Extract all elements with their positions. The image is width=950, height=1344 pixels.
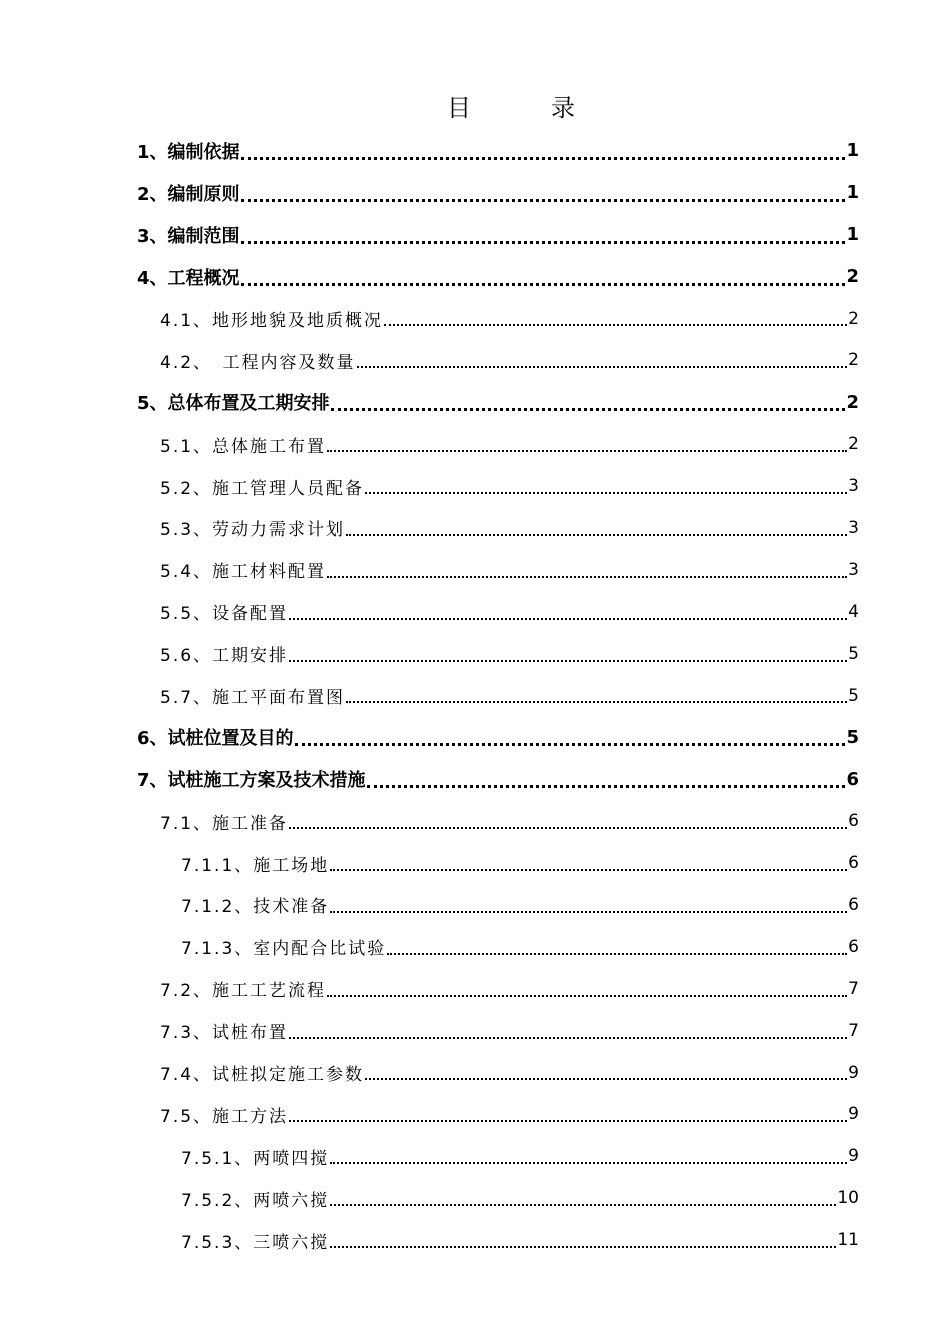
toc-page-number: 9 <box>848 1146 859 1167</box>
toc-page-number: 9 <box>848 1104 859 1125</box>
toc-entry-label: 7.3、试桩布置 <box>160 1023 289 1044</box>
toc-entry-label: 1、编制依据 <box>137 141 240 163</box>
toc-page-number: 1 <box>846 140 859 162</box>
toc-page-number: 6 <box>848 853 859 874</box>
toc-entry-label: 5.3、劳动力需求计划 <box>160 520 346 541</box>
toc-page-number: 1 <box>846 224 859 246</box>
toc-entry-label: 4.1、地形地貌及地质概况 <box>160 311 384 331</box>
toc-dot-leader <box>289 827 847 829</box>
toc-entry[interactable] <box>0 716 950 758</box>
toc-entry[interactable] <box>0 507 950 549</box>
toc-dot-leader <box>387 953 847 955</box>
toc-entry[interactable] <box>0 968 950 1010</box>
toc-dot-leader <box>295 743 846 746</box>
toc-entry[interactable] <box>0 549 950 591</box>
toc-entry-label: 6、试桩位置及目的 <box>137 728 294 750</box>
toc-entry[interactable] <box>0 1177 950 1219</box>
toc-entry[interactable] <box>0 381 950 423</box>
toc-page-number: 5 <box>846 726 859 748</box>
toc-entry[interactable] <box>0 423 950 465</box>
toc-entry-label: 7.1、施工准备 <box>160 813 289 834</box>
toc-page-number: 2 <box>848 434 859 455</box>
toc-entry-label: 5.7、施工平面布置图 <box>160 688 346 709</box>
toc-page-number: 6 <box>848 936 859 957</box>
toc-dot-leader <box>289 1120 847 1122</box>
toc-entry-label: 7.1.1、施工场地 <box>181 855 330 876</box>
toc-entry-label: 3、编制范围 <box>137 225 240 247</box>
toc-entry-label: 7.5.2、两喷六搅 <box>181 1190 330 1211</box>
toc-title: 目 录 <box>447 94 603 122</box>
toc-dot-leader <box>330 911 847 913</box>
toc-entry-label: 5.2、施工管理人员配备 <box>160 478 365 499</box>
toc-page-number: 3 <box>848 476 859 497</box>
toc-page-number: 3 <box>848 517 859 538</box>
toc-dot-leader <box>289 618 847 620</box>
toc-entry-label: 7、试桩施工方案及技术措施 <box>137 770 366 792</box>
toc-entry[interactable] <box>0 1010 950 1052</box>
toc-page-number: 11 <box>837 1230 859 1251</box>
toc-entry-label: 4.2、 工程内容及数量 <box>160 352 356 373</box>
toc-entry-label: 4、工程概况 <box>137 267 240 289</box>
toc-page-number: 1 <box>846 182 859 204</box>
toc-entry-label: 5.1、总体施工布置 <box>160 436 327 457</box>
toc-entry[interactable] <box>0 758 950 800</box>
toc-page-number: 2 <box>848 308 859 329</box>
toc-dot-leader <box>241 157 846 160</box>
toc-entry[interactable] <box>0 926 950 968</box>
toc-entry[interactable] <box>0 256 950 298</box>
toc-dot-leader <box>330 1204 836 1206</box>
toc-dot-leader <box>384 324 847 326</box>
toc-dot-leader <box>330 1162 847 1164</box>
toc-page-number: 6 <box>848 811 859 832</box>
toc-entry-label: 7.1.2、技术准备 <box>181 897 330 918</box>
toc-page-number: 4 <box>848 601 859 622</box>
toc-entry[interactable] <box>0 591 950 633</box>
toc-dot-leader <box>331 408 846 411</box>
toc-dot-leader <box>346 534 847 536</box>
toc-page-number: 7 <box>848 1020 859 1041</box>
toc-dot-leader <box>241 283 846 286</box>
toc-entry[interactable] <box>0 1052 950 1094</box>
toc-dot-leader <box>241 199 846 202</box>
toc-entry-label: 7.4、试桩拟定施工参数 <box>160 1065 365 1086</box>
toc-entry[interactable] <box>0 1135 950 1177</box>
toc-page-number: 5 <box>848 643 859 664</box>
toc-dot-leader <box>327 450 847 452</box>
toc-entry-label: 5.4、施工材料配置 <box>160 562 327 583</box>
toc-dot-leader <box>241 241 846 244</box>
toc-page-number: 6 <box>848 894 859 915</box>
toc-entry[interactable] <box>0 633 950 675</box>
toc-entry[interactable] <box>0 800 950 842</box>
toc-entry[interactable] <box>0 172 950 214</box>
toc-entry-label: 7.5.3、三喷六搅 <box>181 1232 330 1253</box>
toc-entry[interactable] <box>0 465 950 507</box>
toc-entry[interactable] <box>0 1219 950 1261</box>
toc-page-number: 9 <box>848 1062 859 1083</box>
toc-dot-leader <box>365 492 847 494</box>
toc-entry-label: 2、编制原则 <box>137 183 240 205</box>
toc-entry-label: 5.5、设备配置 <box>160 604 289 625</box>
toc-entry[interactable] <box>0 339 950 381</box>
toc-dot-leader <box>289 1037 847 1039</box>
toc-entry[interactable] <box>0 884 950 926</box>
toc-entry-label: 7.1.3、室内配合比试验 <box>181 939 387 960</box>
toc-page-number: 2 <box>848 350 859 371</box>
toc-dot-leader <box>330 1246 836 1248</box>
toc-entry-label: 7.5、施工方法 <box>160 1106 289 1127</box>
toc-list <box>0 130 950 1261</box>
toc-entry[interactable] <box>0 675 950 717</box>
toc-entry[interactable] <box>0 214 950 256</box>
toc-dot-leader <box>289 660 847 662</box>
toc-page-number: 10 <box>837 1188 859 1209</box>
toc-dot-leader <box>367 785 846 788</box>
toc-dot-leader <box>365 1078 847 1080</box>
toc-dot-leader <box>330 869 847 871</box>
toc-page-number: 3 <box>848 559 859 580</box>
toc-page-number: 6 <box>846 768 859 790</box>
toc-dot-leader <box>327 995 847 997</box>
toc-dot-leader <box>327 576 847 578</box>
toc-entry[interactable] <box>0 842 950 884</box>
toc-entry-label: 7.2、施工工艺流程 <box>160 981 327 1002</box>
toc-page-number: 2 <box>846 391 859 413</box>
toc-entry-label: 7.5.1、两喷四搅 <box>181 1148 330 1169</box>
toc-page-number: 5 <box>848 685 859 706</box>
toc-page-number: 2 <box>846 266 859 288</box>
toc-entry-label: 5、总体布置及工期安排 <box>137 393 330 415</box>
toc-entry[interactable] <box>0 130 950 172</box>
toc-dot-leader <box>357 366 848 368</box>
toc-dot-leader <box>346 701 847 703</box>
toc-entry[interactable] <box>0 298 950 340</box>
toc-entry[interactable] <box>0 1093 950 1135</box>
toc-entry-label: 5.6、工期安排 <box>160 646 289 667</box>
toc-page-number: 7 <box>848 978 859 999</box>
